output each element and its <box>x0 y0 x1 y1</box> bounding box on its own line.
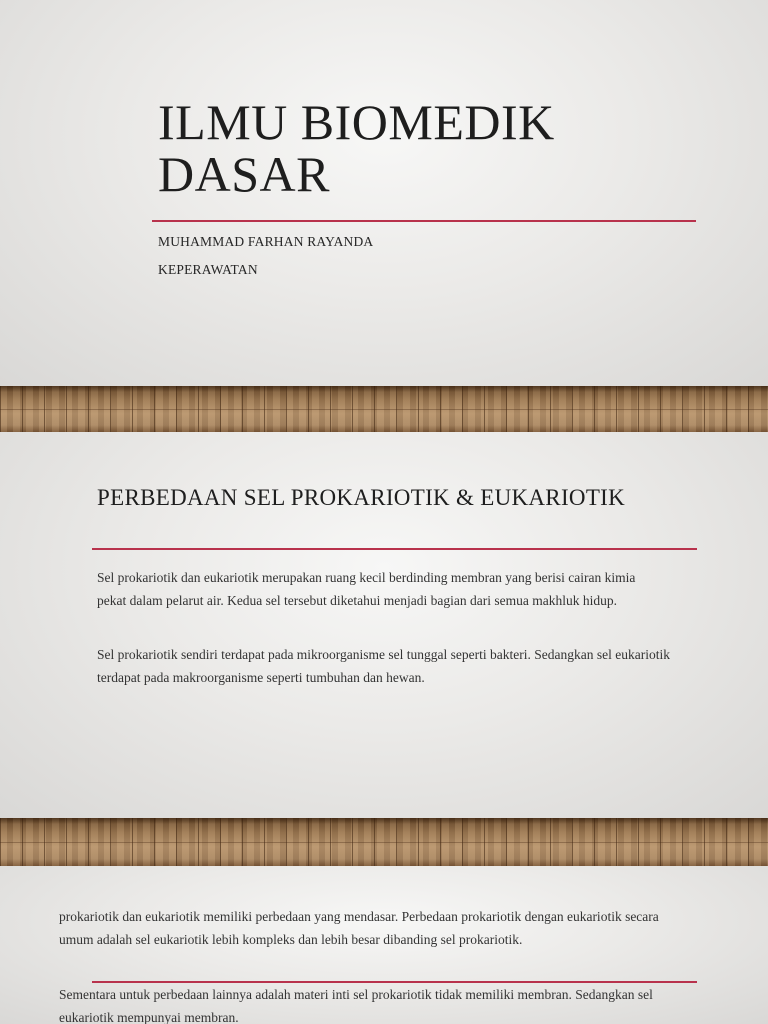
slide-2-paragraph-2: Sel prokariotik sendiri terdapat pada mikroorganisme sel tunggal seperti bakteri. Sedangkan sel eukariotik terdapat pada makroorganisme seperti tumbuhan dan hewan. <box>97 647 670 685</box>
slide-1 <box>0 0 768 386</box>
slide-2-accent-rule <box>92 548 697 550</box>
slide-2 <box>0 432 768 818</box>
author-name: MUHAMMAD FARHAN RAYANDA <box>158 234 374 249</box>
slide-3-paragraph-2: Sementara untuk perbedaan lainnya adalah materi inti sel prokariotik tidak memiliki membran. Sedangkan sel eukariotik mempunyai membran. <box>59 987 653 1024</box>
slide-1-accent-rule <box>152 220 696 222</box>
slide-3 <box>0 866 768 1024</box>
slide-2-wood-floor <box>0 818 768 866</box>
slide-1-title: ILMU BIOMEDIK DASAR <box>158 94 555 202</box>
slide-3-paragraph-1: prokariotik dan eukariotik memiliki perbedaan yang mendasar. Perbedaan prokariotik dengan eukariotik secara umum adalah sel eukariotik lebih kompleks dan lebih besar dibanding sel prokariotik. <box>59 909 659 947</box>
slide-2-title: PERBEDAAN SEL PROKARIOTIK & EUKARIOTIK <box>97 485 626 510</box>
slide-1-wood-floor <box>0 386 768 432</box>
slide-3-accent-rule <box>92 981 697 983</box>
department-name: KEPERAWATAN <box>158 262 258 277</box>
slide-2-paragraph-1: Sel prokariotik dan eukariotik merupakan ruang kecil berdinding membran yang berisi cairan kimia pekat dalam pelarut air. Kedua sel tersebut diketahui menjadi bagian dari semua makhluk hidup. <box>97 570 636 608</box>
